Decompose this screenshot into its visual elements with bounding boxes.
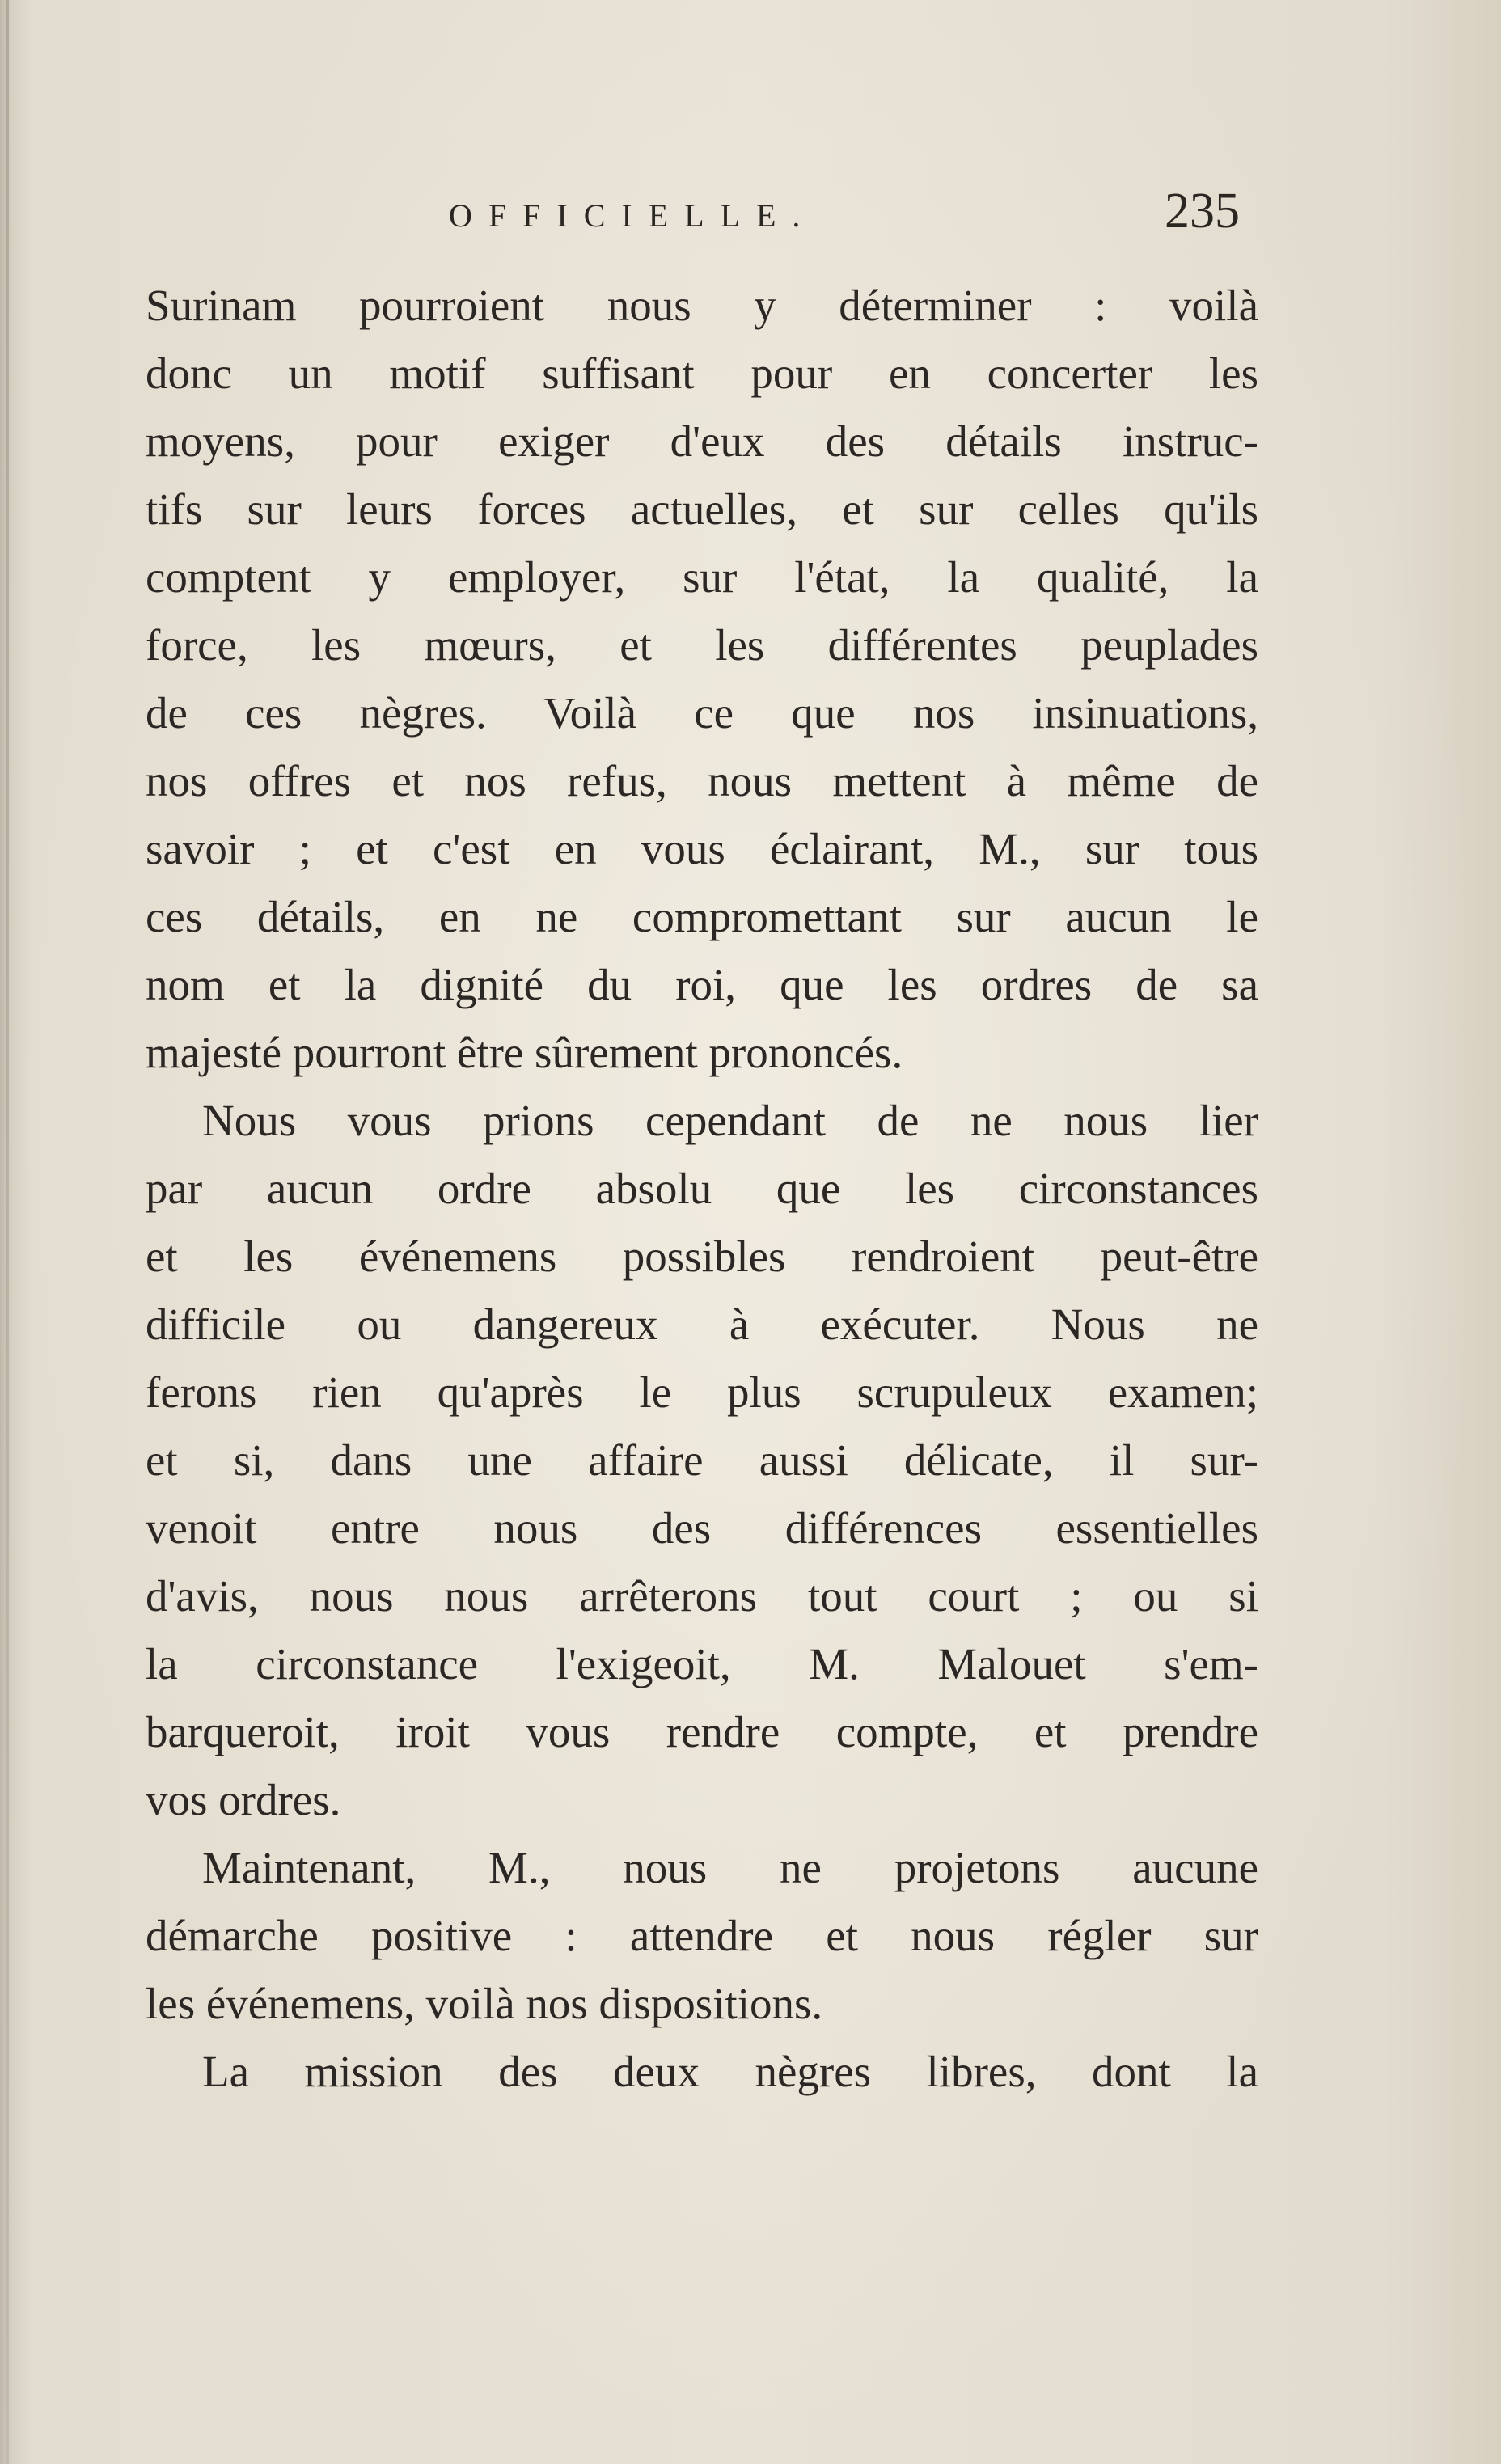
text-line: savoir ; et c'est en vous éclairant, M., sur tous — [146, 824, 1258, 873]
body-text — [146, 272, 1258, 2106]
text-line: la circonstance l'exigeoit, M. Malouet s'em- — [146, 1639, 1258, 1688]
text-line: nom et la dignité du roi, que les ordres de sa — [146, 960, 1258, 1009]
text-line: moyens, pour exiger d'eux des détails instruc- — [146, 416, 1258, 466]
running-head: OFFICIELLE. — [449, 197, 817, 234]
text-line: Maintenant, M., nous ne projetons aucune — [202, 1843, 1258, 1892]
text-line: majesté pourront être sûrement prononcés. — [146, 1028, 903, 1077]
text-line: force, les mœurs, et les différentes peuplades — [146, 620, 1258, 670]
text-line: Nous vous prions cependant de ne nous lier — [202, 1096, 1258, 1145]
text-line: ferons rien qu'après le plus scrupuleux examen; — [146, 1367, 1258, 1417]
page-gutter — [6, 0, 9, 2464]
text-line: et les événemens possibles rendroient peut-être — [146, 1232, 1258, 1281]
text-line: venoit entre nous des différences essentielles — [146, 1503, 1258, 1553]
text-line: difficile ou dangereux à exécuter. Nous ne — [146, 1300, 1258, 1349]
text-line: par aucun ordre absolu que les circonstances — [146, 1164, 1258, 1213]
text-line: les événemens, voilà nos dispositions. — [146, 1979, 823, 2028]
text-line: vos ordres. — [146, 1775, 341, 1824]
text-line: La mission des deux nègres libres, dont la — [202, 2047, 1258, 2096]
text-line: tifs sur leurs forces actuelles, et sur celles qu'ils — [146, 484, 1258, 534]
text-line: de ces nègres. Voilà ce que nos insinuations, — [146, 688, 1258, 738]
page-number: 235 — [1165, 184, 1240, 239]
text-line: et si, dans une affaire aussi délicate, il sur- — [146, 1435, 1258, 1485]
text-line: nos offres et nos refus, nous mettent à même de — [146, 756, 1258, 805]
text-line: ces détails, en ne compromettant sur aucun le — [146, 892, 1258, 941]
text-line: donc un motif suffisant pour en concerter les — [146, 349, 1258, 398]
text-line: comptent y employer, sur l'état, la qualité, la — [146, 552, 1258, 602]
text-line: Surinam pourroient nous y déterminer : voilà — [146, 281, 1258, 330]
text-line: d'avis, nous nous arrêterons tout court ; ou si — [146, 1571, 1258, 1621]
text-line: démarche positive : attendre et nous régler sur — [146, 1911, 1258, 1960]
text-line: barqueroit, iroit vous rendre compte, et prendre — [146, 1707, 1258, 1756]
